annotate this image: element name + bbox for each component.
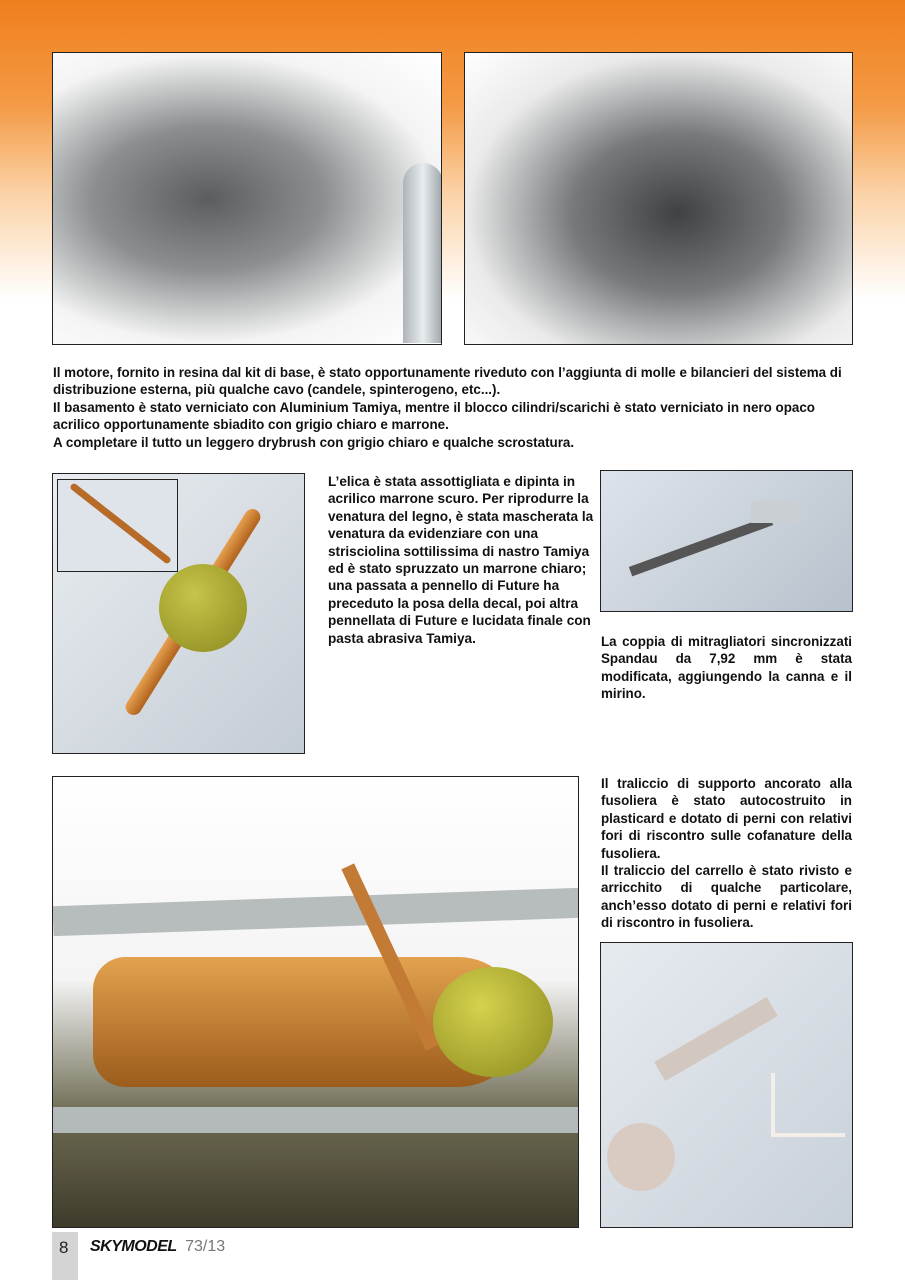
magazine-logo: SKYMODEL [90,1238,177,1255]
propeller-text: L’elica è stata assottigliata e dipinta in acrilico marrone scuro. Per riprodurre la venatura del legno, è stata mascherata la venatura da evidenziare con una strisciolina sottilissima di nastro Tamiya ed è stato spruzzato un marrone chiaro; una passata a pennello di Future ha preceduto la posa della decal, poi altra pennellata di Future e lucidata finale con pasta abrasiva Tamiya. [328,474,594,646]
footer-magazine [90,1238,225,1256]
frame-paragraph: Il traliccio di supporto ancorato alla fusoliera è stato autocostruito in plasticard e dotato di perni con relativi fori di riscontro sulle cofanature della fusoliera. [601,776,852,861]
aircraft-photo [52,776,579,1228]
page-number-tab [52,1232,78,1280]
machine-gun-caption: La coppia di mitragliatori sincronizzati Spandau da 7,92 mm è stata modificata, aggiungendo la canna e il mirino. [601,634,852,702]
page-number: 8 [59,1238,69,1257]
intro-paragraph: Il motore, fornito in resina dal kit di base, è stato opportunamente riveduto con l’aggiunta di molle e bilancieri del sistema di distribuzione esterna, più qualche cavo (candele, spinterogeno, etc...). [53,365,842,398]
intro-paragraph: A completare il tutto un leggero drybrush con grigio chiaro e qualche scrostatura. [53,434,575,450]
propeller-photo [52,473,305,754]
propeller-inset-photo [57,479,178,572]
frame-text [601,775,852,932]
frame-paragraph: Il traliccio del carrello è stato rivisto e arricchito di qualche particolare, anch’esso dotato di perni e relativi fori di riscontro in fusoliera. [601,863,852,931]
intro-text [53,364,863,451]
issue-number: 73/13 [185,1238,226,1255]
intro-paragraph: Il basamento è stato verniciato con Aluminium Tamiya, mentre il blocco cilindri/scarichi è stato verniciato in nero opaco acrilico opportunamente sbiadito con grigio chiaro e marrone. [53,399,815,433]
machine-gun-photo [600,470,853,612]
engine-photo-right [464,52,853,345]
engine-photo-left [52,52,442,345]
undercarriage-photo [600,942,853,1228]
